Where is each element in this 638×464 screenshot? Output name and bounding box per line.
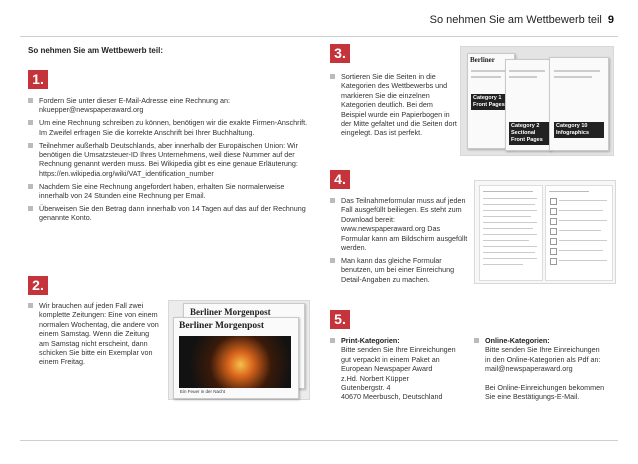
top-divider: [20, 36, 618, 37]
list-item: Wir brauchen auf jeden Fall zwei komplette Zeitungen: Eine von einem normalen Wochentag, die andere von einem Samstag. Wenn die Zeitung am Samstag nicht erscheint, dann schicken Sie bitte ein Exemplar von einem Freitag.: [28, 301, 160, 367]
online-categories: Online-Kategorien: Bitte senden Sie Ihre Einreichungen in den Online-Kategorien als Pdf an: mail@newspaperaward.org Bei Online-Einreichungen bekommen Sie eine Bestätigungs-E-Mail.: [474, 336, 618, 401]
masthead-back: Berliner Morgenpost: [190, 307, 271, 317]
header-title: So nehmen Sie am Wettbewerb teil: [429, 14, 602, 26]
category-10-label: Category 10 Infographics: [554, 122, 604, 138]
masthead-front: Berliner Morgenpost: [179, 321, 265, 331]
step-3-number: 3.: [330, 44, 350, 63]
headline: Ein Feuer in der Nacht: [180, 389, 226, 394]
bottom-divider: [20, 440, 618, 441]
list-item: Nachdem Sie eine Rechnung angefordert haben, erhalten Sie normalerweise innerhalb von 24 Stunden eine Rechnung per Email.: [28, 182, 310, 201]
form-preview: [474, 180, 616, 284]
list-item: Um eine Rechnung schreiben zu können, benötigen wir die exakte Firmen-Anschrift. Im Zweifel erfragen Sie die korrekte Anschrift bei Ihrer Buchhaltung.: [28, 118, 310, 137]
step-4-list: [330, 196, 470, 288]
list-item: Man kann das gleiche Formular benutzen, um bei einer Einreichung Detail-Angaben zu machen.: [330, 256, 470, 284]
step-2-number: 2.: [28, 276, 48, 295]
step-4-number: 4.: [330, 170, 350, 189]
list-item: Teilnehmer außerhalb Deutschlands, aber innerhalb der Europäischen Union: Wir benötigen die Umsatzsteuer-ID Ihres Unternehmens, weil diese Nummer auf der Rechnung genannt werden muss. Bei Wikipedia gibt es eine genaue Erläuterung: https://en.wikipedia.org/wiki/VAT_identification_number: [28, 141, 310, 179]
list-item: Fordern Sie unter dieser E-Mail-Adresse eine Rechnung an: nkuepper@newspaperaward.org: [28, 96, 310, 115]
category-2-label: Category 2 Sectional Front Pages: [509, 122, 549, 145]
newspaper-front: [173, 317, 299, 399]
category-1-label: Category 1 Front Pages: [471, 94, 513, 110]
page-number: 9: [607, 14, 614, 26]
fire-image: [179, 336, 291, 388]
intro-heading: So nehmen Sie am Wettbewerb teil:: [28, 46, 163, 55]
sorted-paper-2: [505, 59, 551, 151]
form-page-right: [545, 185, 613, 281]
sorted-paper-3: [549, 57, 609, 151]
step-5-online: [474, 336, 618, 405]
step-3-list: [330, 72, 458, 141]
newspaper-photo: [168, 300, 310, 400]
list-item: Sortieren Sie die Seiten in die Kategorien des Wettbewerbs und markieren Sie die einzelnen Kategorien deutlich. Bei dem Beispiel wurde ein Papierbogen in der Mitte gefaltet und die Seiten dort eingelegt. Das ist perfekt.: [330, 72, 458, 138]
step-5-print: [330, 336, 470, 405]
list-item: Überweisen Sie den Betrag dann innerhalb von 14 Tagen auf das auf der Rechnung genannte Konto.: [28, 204, 310, 223]
print-categories: Print-Kategorien: Bitte senden Sie Ihre Einreichungen gut verpackt in einem Paket an European Newspaper Award z.Hd. Norbert Küpper Gutenbergstr. 4 40670 Meerbusch, Deutschland: [330, 336, 470, 402]
step-2-list: [28, 301, 160, 370]
sorted-paper-1: Berliner Category 1 Front Pages: [467, 53, 515, 149]
categories-photo: [460, 46, 614, 156]
list-item: Das Teilnahmeformular muss auf jeden Fall ausgefüllt beiliegen. Es steht zum Download bereit: www.newspaperaward.org Das Formular kann am Bildschirm ausgefüllt werden.: [330, 196, 470, 252]
form-page-left: [479, 185, 543, 281]
step-1-number: 1.: [28, 70, 48, 89]
step-1-list: [28, 96, 310, 226]
page-header: [430, 14, 614, 26]
step-5-number: 5.: [330, 310, 350, 329]
